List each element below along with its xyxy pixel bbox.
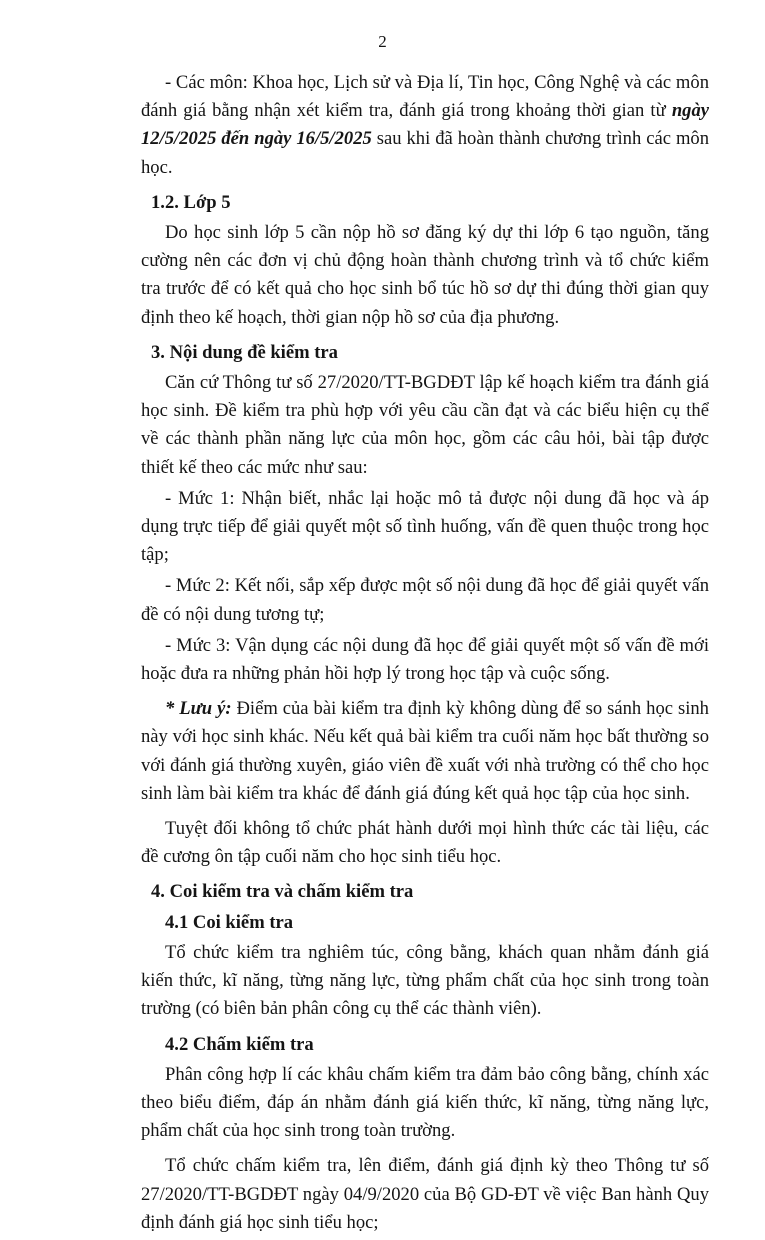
note-text: Điểm của bài kiểm tra định kỳ không dùng để so sánh học sinh này với học sinh khác. Nếu kết quả bài kiểm tra cuối năm học bất thường so với đánh giá thường xuyên, giáo viên đề xuất với nhà trường có thể cho học sinh làm bài kiểm tra khác để đánh giá đúng kết quả học tập của học sinh. <box>141 698 709 804</box>
paragraph-proctoring: Tổ chức kiểm tra nghiêm túc, công bằng, khách quan nhằm đánh giá kiến thức, kĩ năng, từng năng lực, từng phẩm chất của học sinh trong toàn trường (có biên bản phân công cụ thể các thành viên). <box>141 941 709 1020</box>
paragraph-grade-5: Do học sinh lớp 5 cần nộp hồ sơ đăng ký dự thi lớp 6 tạo nguồn, tăng cường nên các đơn vị chủ động hoàn thành chương trình và tổ chức kiểm tra trước để có kết quả cho học sinh bổ túc hồ sơ dự thi đúng thời gian quy định theo kế hoạch, thời gian nộp hồ sơ của địa phương. <box>141 222 709 328</box>
paragraph-grading-regulation: Tổ chức chấm kiểm tra, lên điểm, đánh giá định kỳ theo Thông tư số 27/2020/TT-BGDĐT ngày 04/9/2020 của Bộ GD-ĐT về việc Ban hành Quy định đánh giá học sinh tiểu học; <box>141 1155 709 1233</box>
note-label: * Lưu ý: <box>165 698 232 720</box>
list-item-level-3: - Mức 3: Vận dụng các nội dung đã học để giải quyết một số vấn đề mới hoặc đưa ra những phản hồi hợp lý trong học tập và cuộc sống. <box>141 634 709 685</box>
other-subjects-text-a: - Các môn: Khoa học, Lịch sử và Địa lí, Tin học, Công Nghệ và các môn đánh giá bằng nhận xét kiểm tra, đánh giá trong khoảng thời gian từ <box>141 72 709 122</box>
other-subjects-text-b: sau khi đã hoàn thành chương trình các môn học. <box>141 128 710 178</box>
paragraph-note <box>141 695 709 808</box>
document-body <box>141 69 709 1240</box>
paragraph-other-subjects <box>141 69 709 182</box>
exam-date-range: ngày 12/5/2025 đến ngày 16/5/2025 <box>141 100 709 150</box>
list-item-level-2: - Mức 2: Kết nối, sắp xếp được một số nội dung đã học để giải quyết vấn đề có nội dung tương tự; <box>141 575 709 625</box>
heading-1-2: 1.2. Lớp 5 <box>151 191 231 213</box>
paragraph-test-content: Căn cứ Thông tư số 27/2020/TT-BGDĐT lập kế hoạch kiểm tra đánh giá học sinh. Đề kiểm tra phù hợp với yêu cầu cần đạt và các biểu hiện cụ thể về các thành phần năng lực của môn học, gồm các câu hỏi, bài tập được thiết kế theo các mức như sau: <box>141 372 709 478</box>
heading-4-2: 4.2 Chấm kiểm tra <box>165 1033 314 1055</box>
page-number: 2 <box>378 32 387 51</box>
paragraph-grading: Phân công hợp lí các khâu chấm kiểm tra đảm bảo công bằng, chính xác theo biểu điểm, đáp án nhằm đánh giá kiến thức, kĩ năng, từng năng lực, phẩm chất của học sinh trong toàn trường. <box>141 1063 709 1142</box>
heading-4-1: 4.1 Coi kiểm tra <box>165 911 294 933</box>
list-item-level-1: - Mức 1: Nhận biết, nhắc lại hoặc mô tả được nội dung đã học và áp dụng trực tiếp để giải quyết một số tình huống, vấn đề quen thuộc trong học tập; <box>141 487 709 566</box>
heading-4: 4. Coi kiểm tra và chấm kiểm tra <box>151 881 414 903</box>
paragraph-no-study-guides: Tuyệt đối không tổ chức phát hành dưới mọi hình thức các tài liệu, các đề cương ôn tập cuối năm cho học sinh tiểu học. <box>141 818 709 868</box>
heading-3: 3. Nội dung đề kiểm tra <box>151 341 338 363</box>
